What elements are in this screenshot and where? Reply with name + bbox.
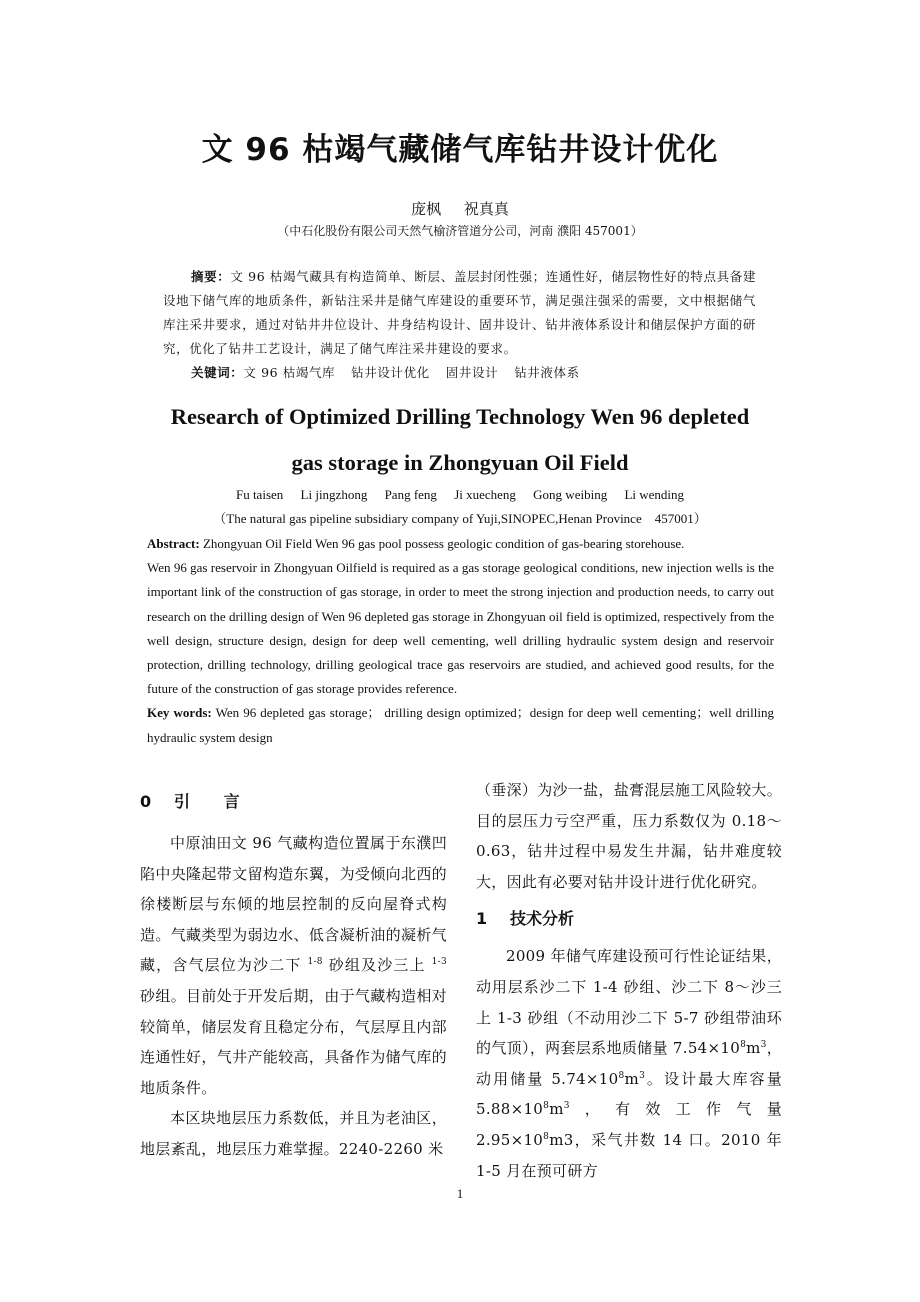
abstract-en-lead: Zhongyuan Oil Field Wen 96 gas pool possess geologic condition of gas-bearing storehouse. (202, 536, 685, 551)
paragraph-continued: （垂深）为沙一盐，盐膏混层施工风险较大。目的层压力亏空严重，压力系数仅为 0.18～0.63，钻井过程中易发生井漏，钻井难度较大，因此有必要对钻井设计进行优化研究。 (476, 781, 783, 891)
author-name: Gong weibing (533, 487, 608, 502)
superscript: 8 (618, 1070, 625, 1081)
text-run: ，动用储量 5.74×10 (476, 1039, 782, 1088)
superscript: 3 (563, 1101, 570, 1112)
abstract-en (147, 532, 774, 750)
text-run: 砂组。目前处于开发后期，由于气藏构造相对较简单，储层发育且稳定分布，气层厚且内部连通性好，气井产能较高，具备作为储气库的地质条件。 (140, 986, 447, 1097)
text-run: 砂组及沙三上 (322, 956, 432, 975)
text-run: ，有效工作气量 2.95×10 (476, 1100, 782, 1149)
paragraph (140, 828, 447, 1103)
keywords-en-label: Key words: (147, 705, 212, 721)
affiliation-cn: （中石化股份有限公司天然气榆济管道分公司，河南 濮阳 457001） (277, 224, 643, 238)
keyword: 钻井设计优化 (351, 365, 430, 380)
author-name: Ji xuecheng (454, 487, 516, 502)
keyword: 文 96 枯竭气库 (243, 365, 336, 380)
abstract-en-body: Wen 96 gas reservoir in Zhongyuan Oilfield is required as a gas storage geological conditions, new injection wells is the important link of the construction of gas storage, in order to meet the strong injection and production needs, to carry out research on the drilling design of Wen 96 depleted gas storage in Zhongyuan oil field is optimized, respectively from the well design, structure design, design for deep well cementing, well drilling hydraulic system design and reservoir protection, drilling technology, drilling geological trace gas reservoirs are studied, and achieved good results, for the future of the construction of gas storage provides reference. (147, 560, 774, 697)
section-title: 引 言 (174, 792, 254, 811)
author-name: Li jingzhong (300, 487, 368, 502)
page-number: 1 (456, 1186, 464, 1201)
superscript: 8 (740, 1040, 747, 1051)
text-run: 2009 年储气库建设预可行性论证结果，动用层系沙二下 1-4 砂组、沙二下 8～沙三上 1-3 砂组（不动用沙二下 5-7 砂组带油环的气顶），两套层系地质储量 7.54×10 (476, 947, 782, 1058)
superscript: 1-8 (307, 957, 323, 968)
superscript: 3 (639, 1070, 646, 1081)
authors-en (0, 485, 920, 505)
superscript: 1-3 (431, 957, 447, 968)
keywords-en-text: Wen 96 depleted gas storage； drilling design optimized；design for deep well cementing；well drilling hydraulic system design (147, 705, 775, 745)
body-column-right (476, 775, 782, 1186)
abstract-cn-label: 摘要： (191, 269, 231, 284)
paragraph (476, 941, 782, 1186)
author-name: Pang feng (384, 487, 437, 502)
keywords-en (147, 701, 774, 749)
text-run: m (746, 1039, 761, 1058)
superscript: 8 (543, 1131, 550, 1142)
section-title: 技术分析 (510, 909, 575, 929)
text-run: m (549, 1100, 564, 1119)
author-name: 庞枫 (411, 200, 442, 218)
abstract-en-first-line (147, 532, 774, 556)
section-number: 0 (140, 792, 152, 811)
text-run: m (624, 1069, 640, 1088)
section-heading-0 (140, 786, 447, 818)
author-name: 祝真真 (463, 200, 509, 218)
abstract-cn (163, 265, 756, 361)
superscript: 3 (760, 1040, 767, 1051)
text-run: 中原油田文 96 气藏构造位置属于东濮凹陷中央隆起带文留构造东翼，为受倾向北西的徐楼断层与东倾的地层控制的反向屋脊式构造。气藏类型为弱边水、低含凝析油的凝析气藏，含气层位为沙二下 (140, 834, 447, 975)
author-name: Fu taisen (235, 487, 284, 502)
title-en-line-2: gas storage in Zhongyuan Oil Field (291, 450, 629, 475)
keyword: 钻井液体系 (514, 365, 580, 380)
section-number: 1 (476, 909, 488, 929)
authors-cn (0, 198, 920, 220)
author-name: Li wending (624, 487, 685, 502)
text-run: m3，采气井数 14 口。2010 年 1-5 月在预可研方 (476, 1130, 782, 1180)
superscript: 8 (543, 1101, 550, 1112)
paper-title-cn: 文 96 枯竭气藏储气库钻井设计优化 (201, 132, 719, 168)
title-en-line-1: Research of Optimized Drilling Technology Wen 96 depleted (170, 404, 750, 429)
paragraph: 本区块地层压力系数低，并且为老油区，地层紊乱，地层压力难掌握。2240-2260 米 (140, 1109, 447, 1158)
keywords-cn (191, 362, 596, 384)
affiliation-en: （The natural gas pipeline subsidiary company of Yuji,SINOPEC,Henan Province 457001） (213, 511, 707, 526)
abstract-cn-text: 文 96 枯竭气藏具有构造简单、断层、盖层封闭性强；连通性好，储层物性好的特点具备建设地下储气库的地质条件，新钻注采井是储气库建设的重要环节，满足强注强采的需要，文中根据储气库注采井要求，通过对钻井井位设计、井身结构设计、固井设计、钻井液体系设计和储层保护方面的研究，优化了钻井工艺设计，满足了储气库注采井建设的要求。 (163, 269, 756, 356)
keyword: 固井设计 (445, 365, 499, 380)
text-run: 。设计最大库容量 5.88×10 (476, 1069, 782, 1119)
section-heading-1 (476, 903, 782, 935)
paper-title-en (0, 394, 920, 486)
keywords-cn-label: 关键词： (191, 365, 244, 380)
body-column-left (140, 786, 447, 1165)
abstract-en-label: Abstract: (147, 536, 200, 551)
